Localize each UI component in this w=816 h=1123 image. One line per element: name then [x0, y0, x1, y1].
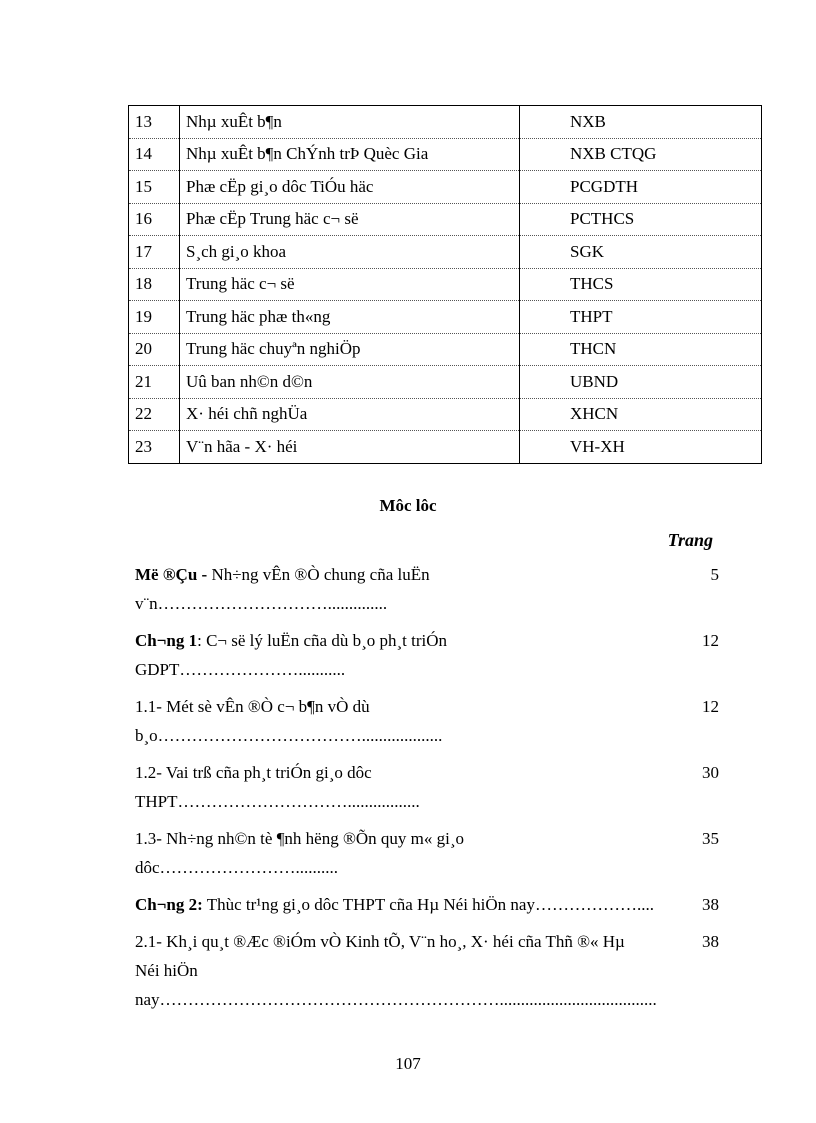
abbreviation: VH-XH — [520, 431, 762, 464]
abbreviation: XHCN — [520, 398, 762, 431]
entry-page: 38 — [702, 932, 719, 951]
full-term: X· héi chñ nghÜa — [180, 398, 520, 431]
abbreviation: UBND — [520, 366, 762, 399]
entry-page: 5 — [710, 565, 719, 584]
row-number: 13 — [129, 106, 180, 139]
row-number: 20 — [129, 333, 180, 366]
entry-continuation: THPT…………………………................. — [135, 792, 420, 811]
entry-page: 30 — [702, 763, 719, 782]
table-row — [129, 301, 762, 334]
entry-text: Thùc tr¹ng gi¸o dôc THPT cña Hµ Néi hiÖn nay……………….... — [202, 895, 654, 914]
entry-continuation: b¸o………………………………................... — [135, 726, 443, 745]
abbreviation: PCTHCS — [520, 203, 762, 236]
full-term: S¸ch gi¸o khoa — [180, 236, 520, 269]
row-number: 16 — [129, 203, 180, 236]
full-term: Nhµ xuÊt b¶n ChÝnh trÞ Quèc Gia — [180, 138, 520, 171]
table-row — [129, 431, 762, 464]
row-number: 19 — [129, 301, 180, 334]
full-term: Trung häc phæ th«ng — [180, 301, 520, 334]
entry-text: 1.1- Mét sè vÊn ®Ò c¬ b¶n vÒ dù — [135, 697, 370, 716]
row-number: 18 — [129, 268, 180, 301]
entry-page: 35 — [702, 829, 719, 848]
entry-continuation: Néi hiÖn — [135, 961, 198, 980]
page-number: 107 — [395, 1054, 421, 1073]
full-term: Phæ cËp gi¸o dôc TiÓu häc — [180, 171, 520, 204]
abbreviation-table — [128, 105, 762, 464]
full-term: Nhµ xuÊt b¶n — [180, 106, 520, 139]
entry-text: 1.3- Nh÷ng nh©n tè ¶nh hëng ®Õn quy m« gi¸o — [135, 829, 465, 848]
entry-heading: Ch¬ng 2: — [135, 895, 203, 914]
entry-heading: Ch¬ng 1 — [135, 631, 198, 650]
full-term: Trung häc chuyªn nghiÖp — [180, 333, 520, 366]
table-row — [129, 171, 762, 204]
row-number: 23 — [129, 431, 180, 464]
full-term: Trung häc c¬ së — [180, 268, 520, 301]
entry-page: 38 — [702, 895, 719, 914]
row-number: 22 — [129, 398, 180, 431]
abbreviation: PCGDTH — [520, 171, 762, 204]
abbreviation: NXB CTQG — [520, 138, 762, 171]
abbreviation: THCS — [520, 268, 762, 301]
table-row — [129, 333, 762, 366]
row-number: 14 — [129, 138, 180, 171]
table-row — [129, 203, 762, 236]
toc-title: Môc lôc — [379, 496, 437, 515]
entry-text: 2.1- Kh¸i qu¸t ®Æc ®iÓm vÒ Kinh tÕ, V¨n ho¸, X· héi cña Thñ ®« Hµ — [135, 932, 625, 951]
full-term: V¨n hãa - X· héi — [180, 431, 520, 464]
table-row — [129, 366, 762, 399]
entry-heading: Më ®Çu - — [135, 565, 208, 584]
page-column-header: Trang — [667, 530, 713, 550]
abbreviation: SGK — [520, 236, 762, 269]
full-term: Uû ban nh©n d©n — [180, 366, 520, 399]
toc-entry[interactable] — [135, 692, 719, 750]
toc-entry[interactable] — [135, 890, 719, 919]
table-row — [129, 236, 762, 269]
entry-page: 12 — [702, 631, 719, 650]
entry-text: 1.2- Vai trß cña ph¸t triÓn gi¸o dôc — [135, 763, 372, 782]
toc-entry[interactable] — [135, 560, 719, 618]
entry-text: Nh÷ng vÊn ®Ò chung cña luËn — [207, 565, 430, 584]
table-row — [129, 268, 762, 301]
table-row — [129, 398, 762, 431]
toc-entry[interactable] — [135, 927, 719, 1014]
table-row — [129, 138, 762, 171]
toc-entry[interactable] — [135, 758, 719, 816]
entry-continuation: nay……………………………………………………..................................... — [135, 990, 657, 1009]
full-term: Phæ cËp Trung häc c¬ së — [180, 203, 520, 236]
abbreviation: NXB — [520, 106, 762, 139]
toc-entry[interactable] — [135, 626, 719, 684]
entry-continuation: GDPT…………………........... — [135, 660, 346, 679]
entry-text: : C¬ së lý luËn cña dù b¸o ph¸t triÓn — [197, 631, 448, 650]
abbreviation: THCN — [520, 333, 762, 366]
entry-continuation: dôc…………………….......... — [135, 858, 339, 877]
row-number: 17 — [129, 236, 180, 269]
row-number: 21 — [129, 366, 180, 399]
toc-entry[interactable] — [135, 824, 719, 882]
table-of-contents — [135, 560, 719, 1022]
entry-page: 12 — [702, 697, 719, 716]
table-row — [129, 106, 762, 139]
row-number: 15 — [129, 171, 180, 204]
abbreviation: THPT — [520, 301, 762, 334]
entry-continuation: v¨n………………………….............. — [135, 594, 388, 613]
